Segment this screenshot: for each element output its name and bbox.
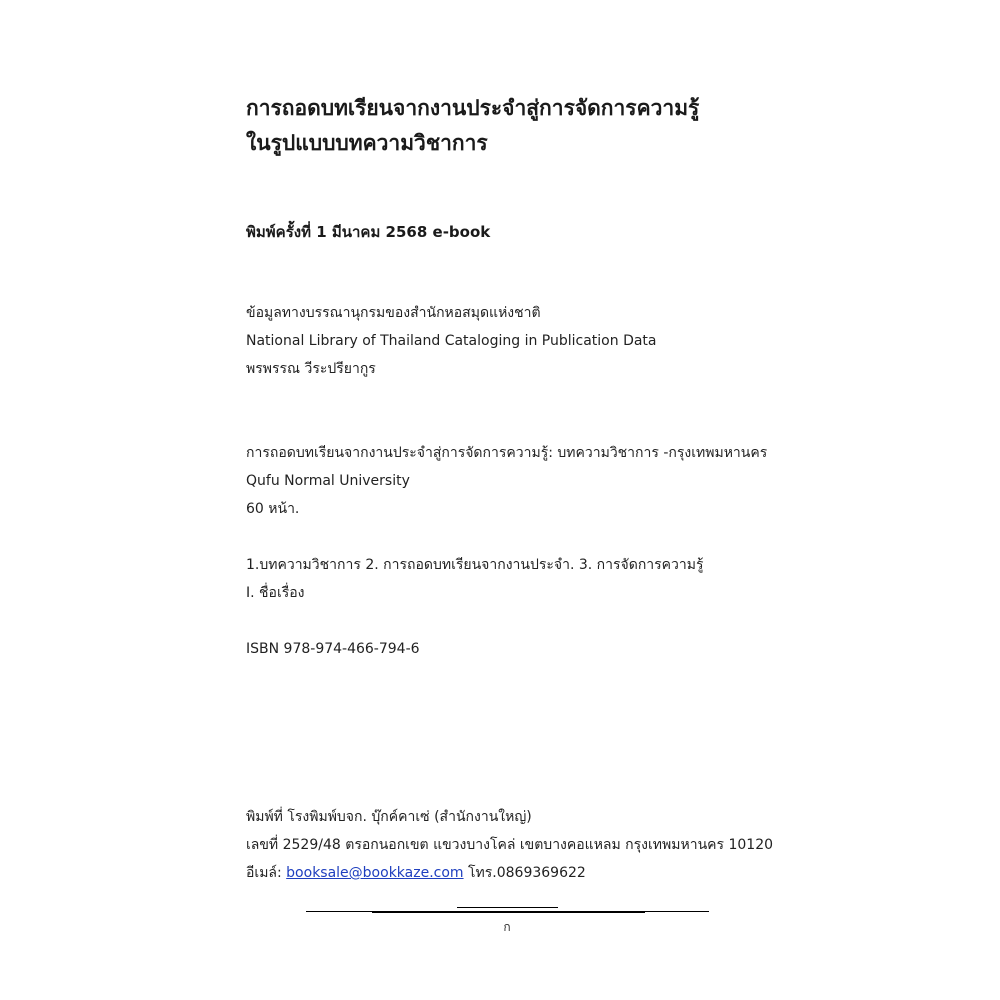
contact-line: [246, 864, 586, 882]
page-count: 60 หน้า.: [246, 501, 300, 517]
author-name: พรพรรณ วีระปรียากูร: [246, 361, 376, 377]
footer-rule-short: [457, 907, 558, 908]
title-line-1: การถอดบทเรียนจากงานประจำสู่การจัดการความรู้: [246, 96, 700, 120]
subject-headings: 1.บทความวิชาการ 2. การถอดบทเรียนจากงานประจำ. 3. การจัดการความรู้: [246, 557, 704, 573]
email-link[interactable]: booksale@bookkaze.com: [286, 865, 464, 881]
cataloging-heading-thai: ข้อมูลทางบรรณานุกรมของสำนักหอสมุดแห่งชาติ: [246, 305, 541, 321]
phone-number: โทร.0869369622: [463, 865, 586, 881]
cataloging-heading-english: National Library of Thailand Cataloging in Publication Data: [246, 333, 657, 349]
footer-rule-thick: [372, 911, 645, 913]
edition-info: พิมพ์ครั้งที่ 1 มีนาคม 2568 e-book: [246, 223, 491, 241]
title-heading: I. ชื่อเรื่อง: [246, 585, 305, 601]
publisher-name: Qufu Normal University: [246, 473, 410, 489]
isbn-number: ISBN 978-974-466-794-6: [246, 641, 420, 657]
printer-address: เลขที่ 2529/48 ตรอกนอกเขต แขวงบางโคล่ เขตบางคอแหลม กรุงเทพมหานคร 10120: [246, 837, 774, 853]
email-label: อีเมล์:: [246, 865, 287, 881]
book-title-entry: การถอดบทเรียนจากงานประจำสู่การจัดการความรู้: บทความวิชาการ -กรุงเทพมหานคร: [246, 445, 768, 461]
printer-name: พิมพ์ที่ โรงพิมพ์บจก. บุ๊กค์คาเซ่ (สำนักงานใหญ่): [246, 809, 532, 825]
title-line-2: ในรูปแบบบทความวิชาการ: [246, 131, 488, 155]
page-number: ก: [503, 920, 511, 934]
